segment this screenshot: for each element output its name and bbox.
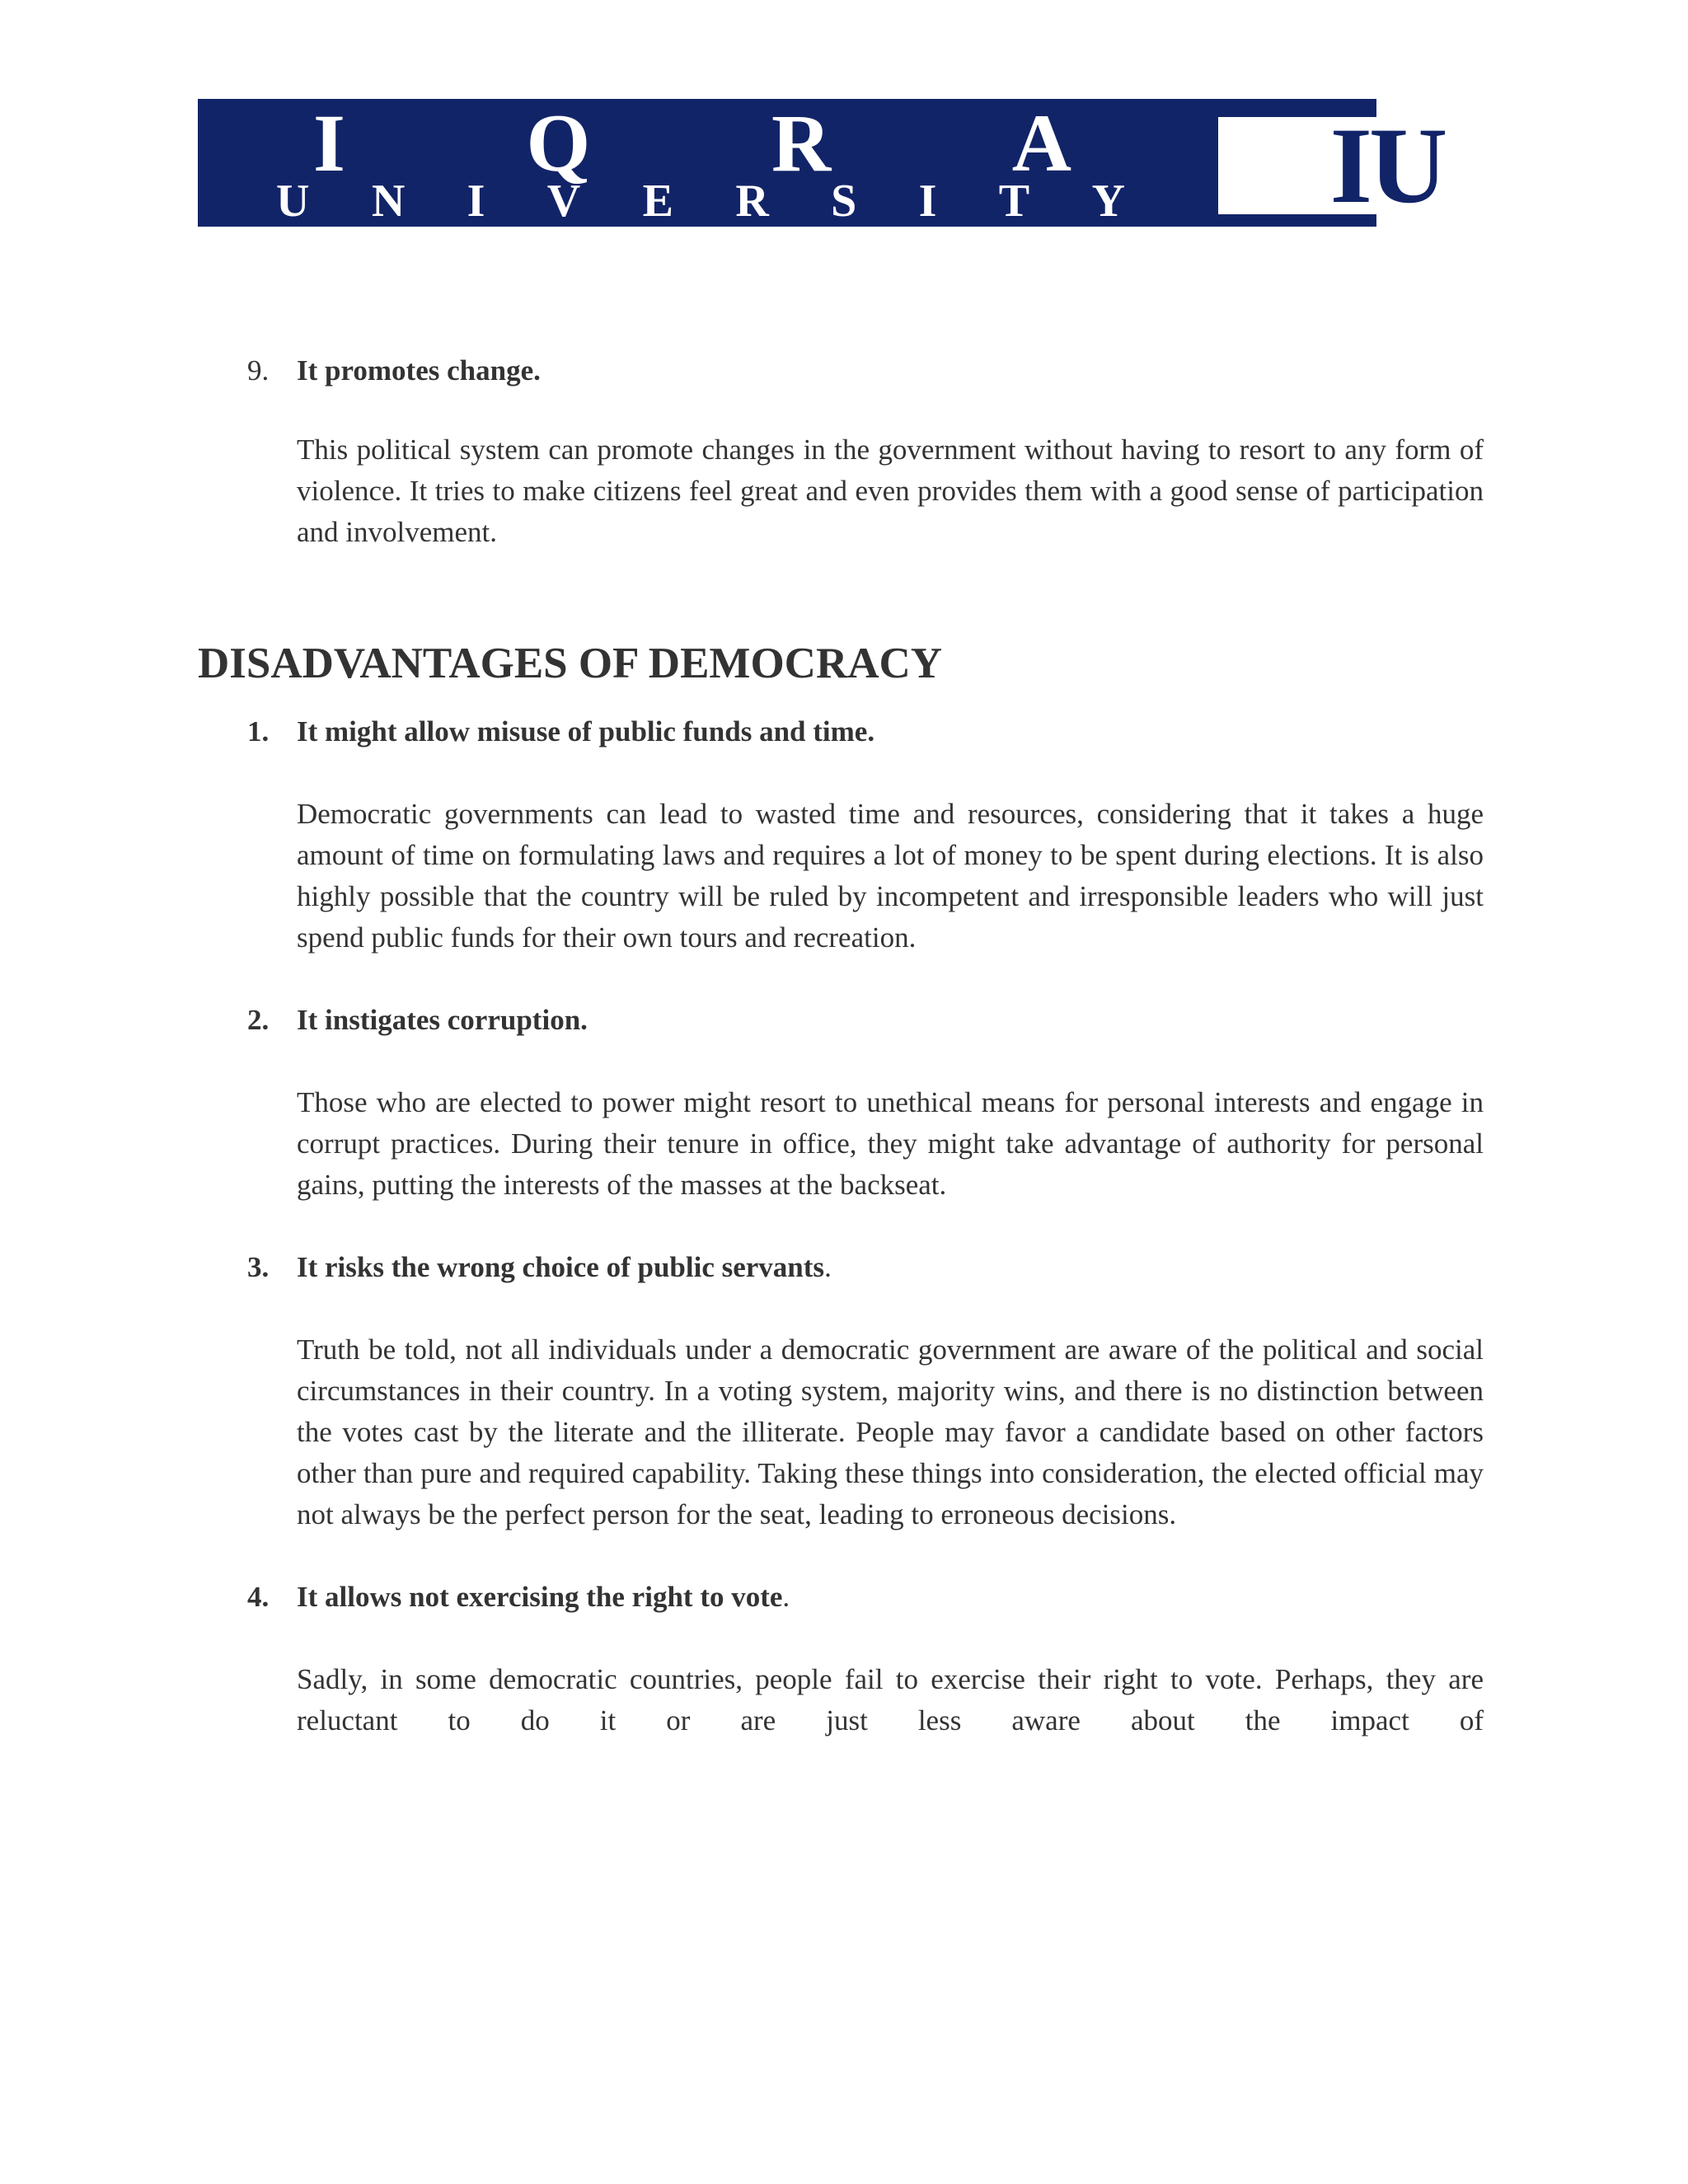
heading-suffix: .	[782, 1581, 790, 1613]
list-item-number: 9.	[247, 354, 270, 387]
logo-letter: V	[546, 176, 581, 227]
iqra-university-logo	[198, 97, 1445, 227]
logo-letter: A	[1011, 97, 1071, 189]
logo-bottom-text	[276, 176, 1125, 227]
document-body	[198, 350, 1484, 1741]
logo-letter: Y	[1091, 176, 1125, 227]
heading-suffix: .	[824, 1251, 832, 1283]
logo-letter: Q	[526, 97, 591, 189]
logo-letter: U	[276, 176, 310, 227]
list-item-heading-text: It might allow misuse of public funds and time.	[297, 715, 875, 748]
list-item-number: 4.	[247, 1581, 270, 1613]
list-item-paragraph: Democratic governments can lead to wasted time and resources, considering that it takes a huge amount of time on formulating laws and requires a lot of money to be spent during elections. It is also highly possible that the country will be ruled by incompetent and irresponsible leaders who will just spend public funds for their own tours and recreation.	[297, 798, 1484, 954]
logo-letter: S	[831, 176, 857, 227]
list-item-heading	[198, 350, 1484, 391]
list-item-paragraph: Sadly, in some democratic countries, people fail to exercise their right to vote. Perhaps, they are reluctant to do it or are just less aware about the impact of	[297, 1663, 1484, 1736]
list-item-heading-text: It promotes change.	[297, 354, 541, 387]
list-item-heading	[198, 1247, 1484, 1288]
logo-mark-box	[1212, 105, 1550, 226]
list-item-heading-text: It allows not exercising the right to vote	[297, 1581, 783, 1613]
section-heading: DISADVANTAGES OF DEMOCRACY	[198, 640, 943, 687]
logo-letter: N	[371, 176, 406, 227]
list-item-heading	[198, 711, 1484, 752]
logo-mark-text: IU	[1329, 105, 1445, 226]
logo-letter: R	[735, 176, 769, 227]
logo-letter: R	[771, 97, 832, 189]
list-item-heading	[198, 1000, 1484, 1041]
list-item-paragraph: Those who are elected to power might resort to unethical means for personal interests and engage in corrupt practices. During their tenure in office, they might take advantage of authority for personal gains, putting the interests of the masses at the backseat.	[297, 1086, 1484, 1201]
logo-letter: T	[998, 176, 1030, 227]
list-item-heading	[198, 1577, 1484, 1618]
list-item-number: 2.	[247, 1004, 270, 1036]
logo-letter: I	[918, 176, 937, 227]
logo-letter: I	[467, 176, 485, 227]
logo-top-text	[313, 97, 1071, 189]
logo-letter: I	[313, 97, 345, 189]
list-item-paragraph: This political system can promote changes in the government without having to resort to any form of violence. It tries to make citizens feel great and even provides them with a good sense of participation and involvement.	[297, 434, 1484, 548]
logo-letter: E	[642, 176, 673, 227]
list-item-paragraph: Truth be told, not all individuals under a democratic government are aware of the political and social circumstances in their country. In a voting system, majority wins, and there is no distinction between the votes cast by the literate and the illiterate. People may favor a candidate based on other factors other than pure and required capability. Taking these things into consideration, the elected official may not always be the perfect person for the seat, leading to erroneous decisions.	[297, 1333, 1484, 1530]
list-item-number: 1.	[247, 715, 270, 748]
list-item-number: 3.	[247, 1251, 270, 1283]
list-item-heading-text: It instigates corruption.	[297, 1004, 588, 1036]
list-item-heading-text: It risks the wrong choice of public servants	[297, 1251, 825, 1283]
